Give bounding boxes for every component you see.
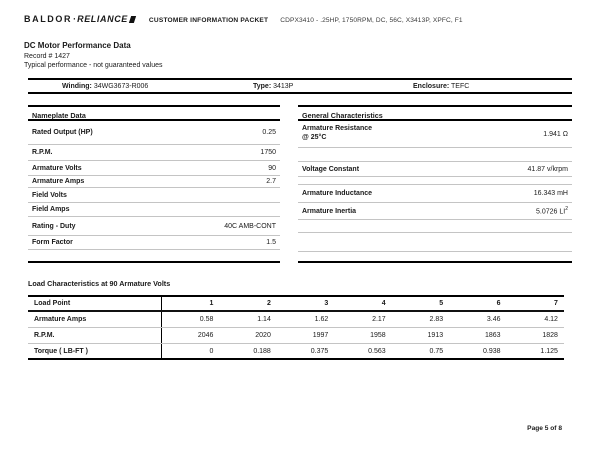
type-label: Type: [253, 82, 272, 90]
table-row [28, 236, 280, 250]
cell: 1913 [427, 332, 444, 339]
row-label-line2: @ 25°C [302, 134, 327, 141]
title-block [24, 41, 600, 69]
cell: 3.46 [486, 316, 501, 323]
cell: 1828 [542, 332, 558, 339]
logo-separator-dot: · [73, 14, 77, 24]
row-label: Form Factor [32, 239, 73, 246]
cell: 0.563 [368, 347, 386, 355]
load-table-header-row [28, 297, 564, 312]
nameplate-title: Nameplate Data [28, 105, 280, 121]
cell: 1.62 [314, 316, 329, 323]
row-label: Armature Inertia [302, 207, 357, 215]
performance-note: Typical performance - not guaranteed values [24, 62, 163, 69]
row-value: 1750 [260, 149, 276, 156]
row-label: R.P.M. [32, 149, 53, 156]
empty-row [298, 233, 572, 252]
cell: 0.938 [483, 347, 501, 355]
row-value: 2.7 [266, 178, 276, 185]
winding-field [28, 83, 253, 90]
cell: 2.83 [429, 316, 444, 323]
page-indicator: Page 5 of 8 [527, 425, 562, 432]
load-point-header: Load Point [28, 297, 162, 310]
cell: 2020 [255, 332, 271, 339]
row-label: Armature Volts [32, 164, 82, 172]
row-label: Rated Output (HP) [32, 129, 93, 136]
cell: 4.12 [544, 316, 558, 323]
row-label: Field Volts [32, 191, 67, 199]
logo-baldor-text: BALDOR [24, 14, 73, 24]
table-row [298, 185, 572, 203]
cell: 2.17 [372, 316, 386, 323]
row-label: Torque ( LB-FT ) [28, 344, 162, 358]
table-row [28, 176, 280, 188]
reliance-flag-icon [129, 16, 136, 23]
winding-bar [28, 78, 572, 94]
table-row [28, 217, 280, 236]
type-field [253, 83, 413, 90]
table-row [28, 161, 280, 176]
row-value [536, 206, 568, 215]
table-row [298, 121, 572, 148]
row-label-line1: Armature Resistance [302, 125, 373, 133]
enclosure-value: TEFC [451, 82, 470, 90]
winding-value: 34WG3673-R006 [93, 82, 149, 90]
column-header: 3 [324, 300, 329, 307]
product-spec: CDPX3410 - .25HP, 1750RPM, DC, 56C, X3413P, XPFC, F1 [280, 17, 463, 24]
column-header: 1 [209, 300, 214, 307]
load-section-title: Load Characteristics at 90 Armature Volts [28, 279, 171, 288]
type-value: 3413P [273, 82, 294, 90]
baldor-reliance-logo [24, 14, 135, 24]
row-value: 41.87 v/krpm [527, 165, 568, 173]
empty-row [298, 177, 572, 185]
row-value: 1.5 [266, 239, 276, 246]
cell: 0.75 [429, 347, 444, 355]
column-header: 2 [266, 300, 271, 307]
table-row [28, 121, 280, 145]
table-row [28, 188, 280, 203]
page-header [0, 0, 600, 24]
inertia-value: 5.0726 LI [536, 208, 566, 216]
cell: 1863 [484, 332, 501, 339]
table-row [28, 145, 280, 161]
record-number: Record # 1427 [24, 52, 70, 60]
column-header: 6 [496, 300, 501, 307]
row-label [302, 125, 372, 143]
table-row [28, 203, 280, 217]
row-label: Armature Inductance [302, 190, 373, 197]
cell: 0.58 [199, 316, 214, 323]
column-header: 4 [381, 300, 386, 307]
cell: 1.14 [257, 316, 271, 323]
table-row [28, 312, 564, 328]
row-value: 16.343 mH [533, 190, 568, 197]
cell: 1.125 [540, 347, 558, 355]
column-header: 5 [439, 300, 444, 307]
row-value: 1.941 Ω [543, 130, 568, 138]
nameplate-table [28, 105, 280, 263]
general-title: General Characteristics [298, 105, 572, 121]
inertia-exponent: 2 [565, 206, 568, 213]
row-value: 40C AMB-CONT [224, 222, 276, 230]
cell: 1997 [312, 332, 329, 339]
cell: 1958 [370, 332, 386, 339]
table-row [298, 162, 572, 177]
doc-title: DC Motor Performance Data [24, 41, 131, 50]
cell: 0.188 [253, 347, 271, 355]
row-value: 90 [268, 164, 276, 172]
row-label: Rating - Duty [32, 222, 76, 230]
load-characteristics-table [28, 295, 564, 360]
row-label: Armature Amps [28, 312, 162, 327]
enclosure-field [413, 83, 572, 90]
general-characteristics-table [298, 105, 572, 263]
row-label: Field Amps [32, 206, 70, 213]
row-label: Voltage Constant [302, 165, 360, 173]
table-row [298, 203, 572, 220]
cell: 0 [209, 347, 214, 355]
cell: 2046 [197, 332, 214, 339]
row-value: 0.25 [262, 129, 276, 136]
column-header: 7 [554, 300, 558, 307]
table-row [28, 344, 564, 360]
row-label: Armature Amps [32, 178, 85, 185]
empty-row [298, 148, 572, 162]
data-columns [28, 105, 572, 263]
row-label: R.P.M. [28, 328, 162, 343]
logo-reliance-text: RELIANCE [77, 14, 128, 24]
empty-row [298, 220, 572, 233]
cell: 0.375 [310, 347, 329, 355]
table-bottom-rule [28, 261, 280, 263]
packet-title: CUSTOMER INFORMATION PACKET [148, 17, 269, 24]
table-bottom-rule [298, 261, 572, 263]
enclosure-label: Enclosure: [413, 82, 450, 90]
winding-label: Winding: [62, 82, 92, 90]
table-row [28, 328, 564, 344]
